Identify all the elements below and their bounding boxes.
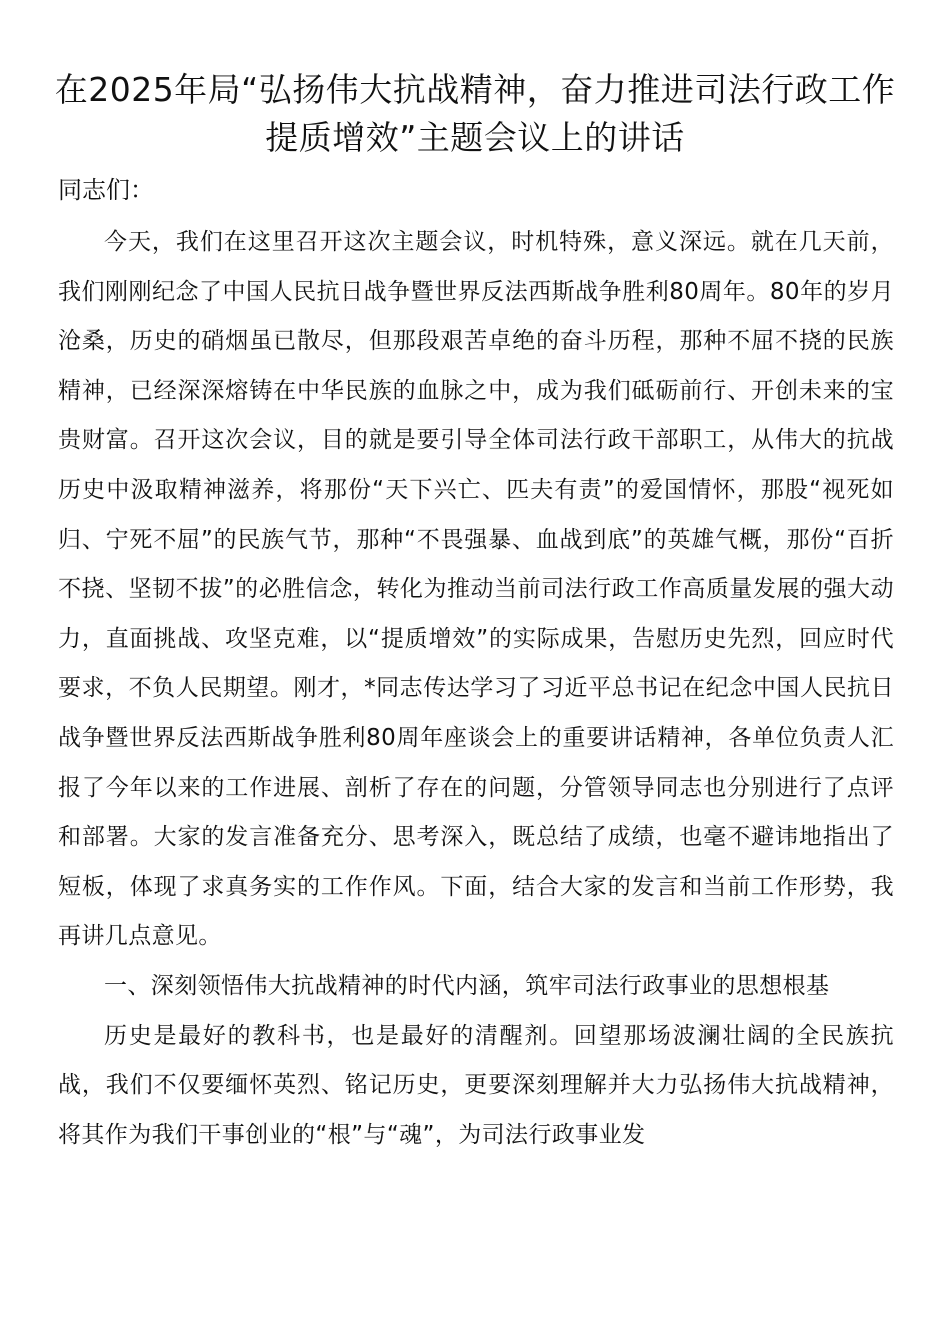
document-body: [58, 218, 894, 1160]
opening-paragraph: 今天，我们在这里召开这次主题会议，时机特殊，意义深远。就在几天前，我们刚刚纪念了中国人民抗日战争暨世界反法西斯战争胜利80周年。80年的岁月沧桑，历史的硝烟虽已散尽，但那段艰苦卓绝的奋斗历程，那种不屈不挠的民族精神，已经深深熔铸在中华民族的血脉之中，成为我们砥砺前行、开创未来的宝贵财富。召开这次会议，目的就是要引导全体司法行政干部职工，从伟大的抗战历史中汲取精神滋养，将那份“天下兴亡、匹夫有责”的爱国情怀，那股“视死如归、宁死不屈”的民族气节，那种“不畏强暴、血战到底”的英雄气概，那份“百折不挠、坚韧不拔”的必胜信念，转化为推动当前司法行政工作高质量发展的强大动力，直面挑战、攻坚克难，以“提质增效”的实际成果，告慰历史先烈，回应时代要求，不负人民期望。刚才，*同志传达学习了习近平总书记在纪念中国人民抗日战争暨世界反法西斯战争胜利80周年座谈会上的重要讲话精神，各单位负责人汇报了今年以来的工作进展、剖析了存在的问题，分管领导同志也分别进行了点评和部署。大家的发言准备充分、思考深入，既总结了成绩，也毫不避讳地指出了短板，体现了求真务实的工作作风。下面，结合大家的发言和当前工作形势，我再讲几点意见。: [58, 229, 894, 950]
salutation: 同志们：: [58, 176, 154, 204]
section-paragraph: 历史是最好的教科书，也是最好的清醒剂。回望那场波澜壮阔的全民族抗战，我们不仅要缅怀英烈、铭记历史，更要深刻理解并大力弘扬伟大抗战精神，将其作为我们干事创业的“根”与“魂”，为司法行政事业发: [58, 1022, 894, 1148]
section-heading: 一、深刻领悟伟大抗战精神的时代内涵，筑牢司法行政事业的思想根基: [104, 972, 830, 999]
document-title: 在2025年局“弘扬伟大抗战精神，奋力推进司法行政工作提质增效”主题会议上的讲话: [54, 70, 896, 157]
